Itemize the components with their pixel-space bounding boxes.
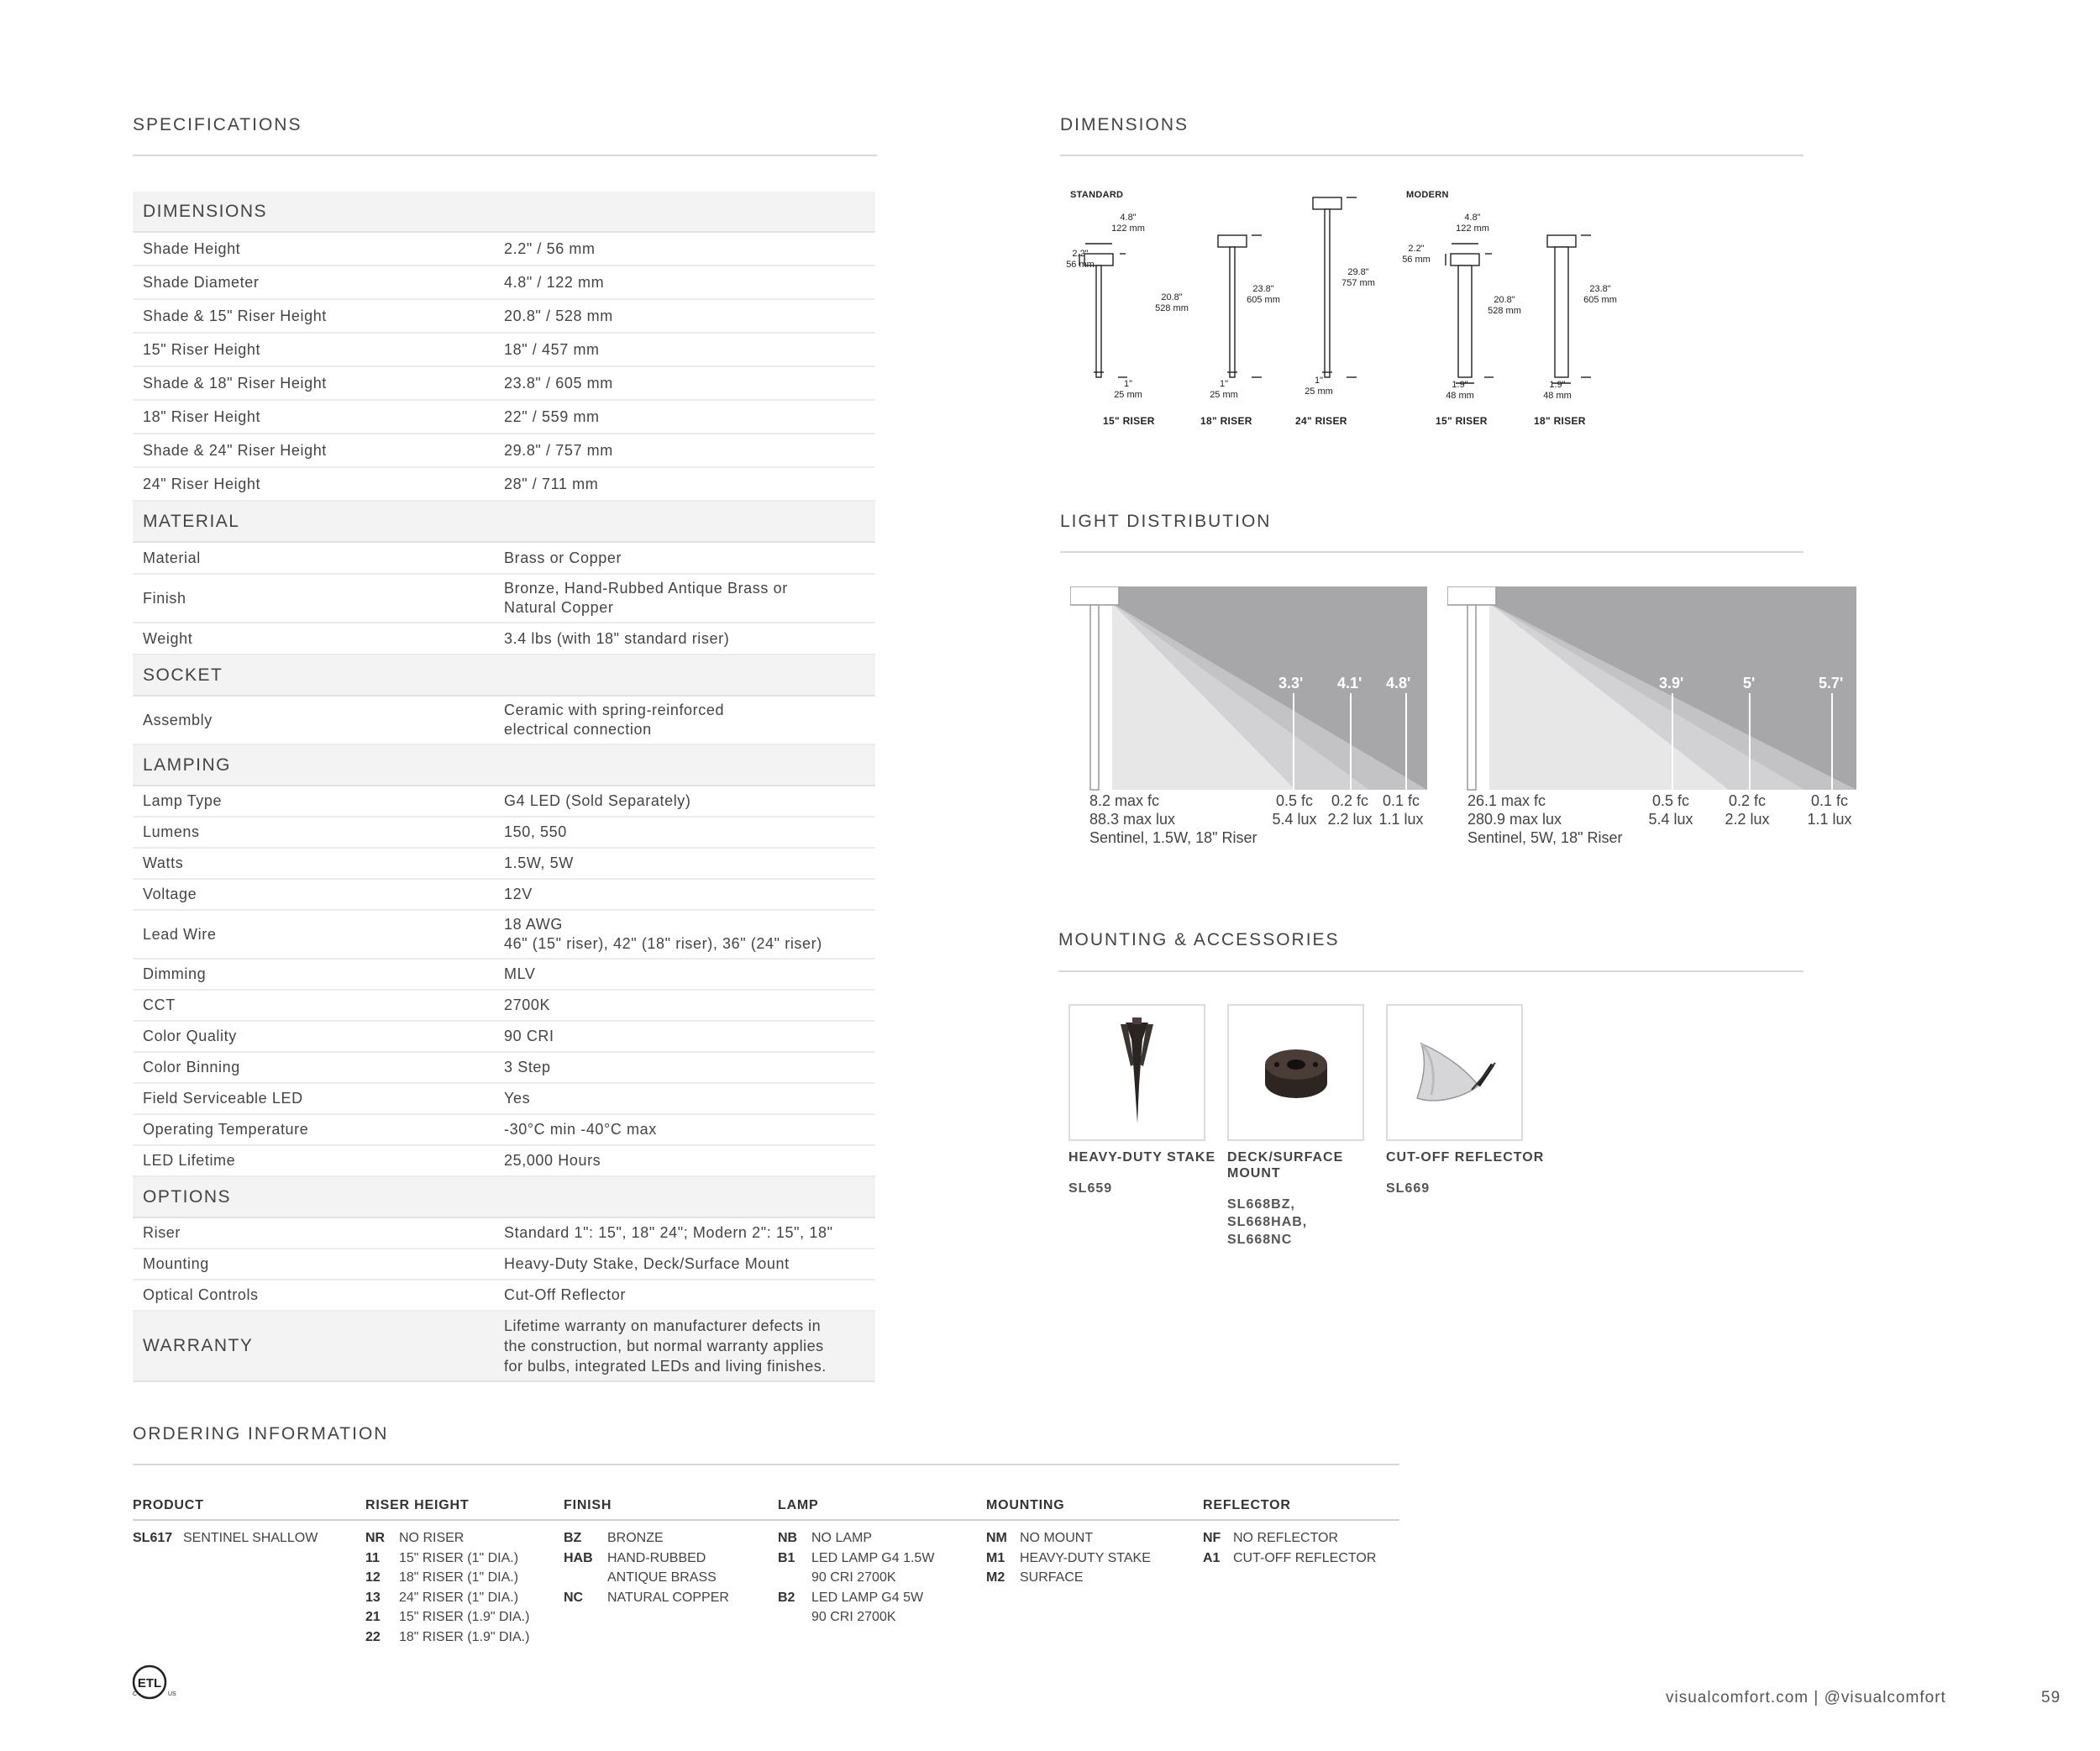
ordering-code: 21 — [365, 1610, 381, 1624]
ordering-option — [564, 1549, 706, 1569]
etl-certification-logo — [131, 1664, 181, 1701]
spec-row — [133, 911, 875, 960]
spec-row — [133, 960, 875, 991]
cut-off-reflector-image — [1388, 1006, 1521, 1139]
figure-3-total: 29.8" 757 mm — [1341, 267, 1375, 288]
specifications-table — [133, 192, 875, 1382]
dimensions-title: DIMENSIONS — [1060, 115, 1189, 134]
spec-value: 12V — [504, 886, 533, 902]
ordering-option — [986, 1549, 1151, 1569]
spec-label: Shade & 18" Riser Height — [143, 374, 327, 392]
spec-label: Weight — [143, 629, 193, 647]
ordering-option — [365, 1549, 518, 1569]
spec-value: Bronze, Hand-Rubbed Antique Brass or Natural Copper — [504, 580, 788, 616]
ordering-option — [986, 1528, 1093, 1549]
spec-row — [133, 991, 875, 1022]
ordering-column-head: FINISH — [564, 1498, 612, 1512]
spec-row — [133, 300, 875, 334]
accessory-name-1: HEAVY-DUTY STAKE — [1068, 1150, 1216, 1165]
deck-mount-image-box — [1227, 1004, 1364, 1141]
ordering-column-head: PRODUCT — [133, 1498, 204, 1512]
spec-row — [133, 401, 875, 434]
spec-group-heading: MATERIAL — [133, 502, 875, 543]
diagram-2-reading-2: 0.2 fc 2.2 lux — [1725, 792, 1770, 828]
spec-label: Lead Wire — [143, 925, 217, 943]
ordering-description: 18" RISER (1.9" DIA.) — [399, 1629, 530, 1644]
spec-label: 15" Riser Height — [143, 340, 261, 358]
ordering-description: NO MOUNT — [1020, 1531, 1094, 1545]
light-distribution-diagram-1 — [1070, 586, 1440, 792]
spec-label: Field Serviceable LED — [143, 1090, 303, 1107]
spec-value: 25,000 Hours — [504, 1152, 601, 1169]
ordering-option — [778, 1588, 923, 1608]
spec-row — [133, 434, 875, 468]
spec-value: 20.8" / 528 mm — [504, 307, 613, 324]
ordering-description: HAND-RUBBED — [607, 1550, 706, 1565]
ordering-option — [778, 1549, 934, 1569]
warranty-row — [133, 1312, 875, 1382]
accessory-name-2: DECK/SURFACE MOUNT — [1227, 1150, 1344, 1180]
diagram-1-distance-3: 4.8' — [1386, 675, 1411, 691]
diagram-2-reading-3: 0.1 fc 1.1 lux — [1807, 792, 1852, 828]
ordering-code: B2 — [778, 1590, 795, 1605]
figure-3-base: 1" 25 mm — [1305, 376, 1333, 397]
spec-value: 2700K — [504, 996, 551, 1013]
ordering-header-rule — [133, 1519, 1399, 1521]
ordering-divider — [133, 1464, 1399, 1465]
specifications-title: SPECIFICATIONS — [133, 115, 302, 134]
ordering-column-head: MOUNTING — [986, 1498, 1065, 1512]
spec-value: 1.5W, 5W — [504, 854, 574, 871]
spec-label: 18" Riser Height — [143, 408, 261, 425]
ordering-description: HEAVY-DUTY STAKE — [1020, 1550, 1151, 1565]
spec-row — [133, 367, 875, 401]
ordering-description: LED LAMP G4 5W — [811, 1590, 924, 1605]
ordering-description: NO LAMP — [811, 1531, 873, 1545]
spec-value: Standard 1": 15", 18" 24"; Modern 2": 15", 18" — [504, 1224, 833, 1241]
spec-value: 150, 550 — [504, 823, 567, 840]
spec-value: Ceramic with spring-reinforced electrical connection — [504, 702, 725, 738]
shade-height-label: 2.2" 56 mm — [1066, 249, 1095, 270]
spec-group-heading: SOCKET — [133, 655, 875, 697]
modern-18-riser-drawing — [1547, 235, 1591, 383]
spec-row — [133, 697, 875, 745]
spec-row — [133, 623, 875, 655]
spec-value: MLV — [504, 965, 536, 982]
spec-label: CCT — [143, 996, 176, 1013]
ordering-option — [1203, 1549, 1376, 1569]
shade-diameter-label: 4.8" 122 mm — [1111, 213, 1145, 234]
ordering-option — [564, 1588, 729, 1608]
ordering-description: 90 CRI 2700K — [811, 1610, 896, 1624]
ordering-option — [365, 1528, 464, 1549]
diagram-2-reading-1: 0.5 fc 5.4 lux — [1648, 792, 1693, 828]
spec-row — [133, 575, 875, 623]
spec-label: Voltage — [143, 886, 197, 902]
modern-shade-height-label: 2.2" 56 mm — [1402, 244, 1431, 265]
spec-label: Lumens — [143, 823, 200, 840]
spec-row — [133, 543, 875, 575]
svg-text:US: US — [168, 1691, 176, 1697]
ordering-option — [365, 1627, 529, 1648]
ordering-code: M1 — [986, 1550, 1005, 1565]
diagram-1-max: 8.2 max fc 88.3 max lux Sentinel, 1.5W, 18" Riser — [1089, 792, 1257, 846]
spec-row — [133, 880, 875, 911]
spec-value: 29.8" / 757 mm — [504, 441, 613, 459]
specifications-divider — [133, 155, 877, 156]
spec-label: Watts — [143, 854, 184, 871]
dimensions-divider — [1060, 155, 1803, 156]
figure-5-total: 23.8" 605 mm — [1583, 284, 1617, 305]
figure-2-base: 1" 25 mm — [1210, 379, 1238, 400]
ordering-code: 22 — [365, 1629, 381, 1644]
diagram-1-distance-1: 3.3' — [1278, 675, 1304, 691]
figure-4-caption: 15" RISER — [1436, 415, 1488, 427]
ordering-description: 15" RISER (1" DIA.) — [399, 1550, 519, 1565]
figure-2-total: 23.8" 605 mm — [1247, 284, 1280, 305]
accessory-code-3: SL669 — [1386, 1181, 1431, 1196]
ordering-description: NO RISER — [399, 1531, 465, 1545]
spec-group-heading: DIMENSIONS — [133, 192, 875, 233]
ordering-code: 13 — [365, 1590, 381, 1605]
spec-row — [133, 818, 875, 849]
ordering-option — [133, 1528, 318, 1549]
ordering-column-head: REFLECTOR — [1203, 1498, 1291, 1512]
diagram-1-reading-3: 0.1 fc 1.1 lux — [1378, 792, 1424, 828]
spec-row — [133, 1022, 875, 1053]
ordering-option — [564, 1568, 717, 1588]
ordering-option — [778, 1528, 872, 1549]
ordering-description: BRONZE — [607, 1531, 664, 1545]
spec-value: 23.8" / 605 mm — [504, 374, 613, 392]
spec-value: -30°C min -40°C max — [504, 1121, 657, 1138]
ordering-column-head: RISER HEIGHT — [365, 1498, 470, 1512]
spec-label: Color Quality — [143, 1028, 237, 1044]
spec-label: Shade & 15" Riser Height — [143, 307, 327, 324]
stake-image-box — [1068, 1004, 1205, 1141]
spec-value: 22" / 559 mm — [504, 408, 600, 425]
ordering-option — [1203, 1528, 1338, 1549]
spec-row — [133, 1280, 875, 1312]
ordering-option — [365, 1607, 529, 1627]
page-number: 59 — [2041, 1689, 2061, 1706]
figure-5-caption: 18" RISER — [1534, 415, 1586, 427]
ordering-description: NO REFLECTOR — [1233, 1531, 1339, 1545]
spec-value: 2.2" / 56 mm — [504, 239, 596, 257]
spec-row — [133, 1053, 875, 1084]
spec-label: Optical Controls — [143, 1286, 259, 1303]
spec-value: 18" / 457 mm — [504, 340, 600, 358]
figure-1-caption: 15" RISER — [1103, 415, 1155, 427]
spec-row — [133, 786, 875, 818]
spec-value: 18 AWG 46" (15" riser), 42" (18" riser), 36" (24" riser) — [504, 916, 822, 952]
diagram-2-distance-3: 5.7' — [1819, 675, 1844, 691]
spec-label: Operating Temperature — [143, 1121, 309, 1138]
spec-row — [133, 1218, 875, 1249]
warranty-text: Lifetime warranty on manufacturer defects in the construction, but normal warranty applies for bulbs, integrated LEDs and living finishes. — [504, 1317, 827, 1375]
ordering-description: NATURAL COPPER — [607, 1590, 729, 1605]
accessory-name-3: CUT-OFF REFLECTOR — [1386, 1150, 1545, 1165]
ordering-description: ANTIQUE BRASS — [607, 1570, 717, 1585]
spec-value: Brass or Copper — [504, 549, 622, 566]
spec-label: LED Lifetime — [143, 1152, 236, 1169]
spec-value: 3.4 lbs (with 18" standard riser) — [504, 629, 730, 647]
light-distribution-divider — [1060, 551, 1803, 553]
spec-group-heading: OPTIONS — [133, 1177, 875, 1218]
ordering-code: B1 — [778, 1550, 795, 1565]
diagram-2-distance-1: 3.9' — [1659, 675, 1684, 691]
light-distribution-diagram-2 — [1447, 586, 1867, 792]
spec-value: 4.8" / 122 mm — [504, 273, 605, 291]
spec-label: Color Binning — [143, 1059, 240, 1075]
figure-2-caption: 18" RISER — [1200, 415, 1252, 427]
spec-row — [133, 1249, 875, 1280]
spec-label: Material — [143, 549, 201, 566]
ordering-description: SURFACE — [1020, 1570, 1084, 1585]
deck-surface-mount-image — [1229, 1006, 1362, 1139]
spec-row — [133, 1084, 875, 1115]
ordering-description: LED LAMP G4 1.5W — [811, 1550, 935, 1565]
figure-4-base: 1.9" 48 mm — [1446, 380, 1474, 401]
diagram-2-max: 26.1 max fc 280.9 max lux Sentinel, 5W, 18" Riser — [1467, 792, 1623, 846]
spec-group-heading: LAMPING — [133, 745, 875, 786]
ordering-code: NB — [778, 1531, 798, 1545]
spec-label: Mounting — [143, 1255, 209, 1272]
ordering-code: NF — [1203, 1531, 1221, 1545]
ordering-code: M2 — [986, 1570, 1005, 1585]
spec-label: Dimming — [143, 965, 207, 982]
svg-text:ETL: ETL — [137, 1676, 162, 1691]
diagram-2-distance-2: 5' — [1743, 675, 1756, 691]
heavy-duty-stake-image — [1070, 1006, 1204, 1139]
spec-value: G4 LED (Sold Separately) — [504, 792, 691, 809]
modern-shade-diameter-label: 4.8" 122 mm — [1456, 213, 1489, 234]
spec-label: Assembly — [143, 711, 213, 728]
spec-value: Heavy-Duty Stake, Deck/Surface Mount — [504, 1255, 790, 1272]
spec-label: Finish — [143, 589, 186, 607]
spec-value: 3 Step — [504, 1059, 551, 1075]
spec-value: 28" / 711 mm — [504, 475, 599, 492]
ordering-code: NM — [986, 1531, 1007, 1545]
spec-row — [133, 266, 875, 300]
ordering-column-head: LAMP — [778, 1498, 819, 1512]
spec-row — [133, 334, 875, 367]
ordering-code: 12 — [365, 1570, 381, 1585]
warranty-label: WARRANTY — [143, 1336, 254, 1355]
ordering-code: A1 — [1203, 1550, 1221, 1565]
ordering-option — [778, 1607, 896, 1627]
diagram-1-reading-2: 0.2 fc 2.2 lux — [1327, 792, 1373, 828]
standard-label: STANDARD — [1070, 190, 1124, 200]
spec-label: Lamp Type — [143, 792, 223, 809]
figure-3-caption: 24" RISER — [1295, 415, 1347, 427]
spec-value: Cut-Off Reflector — [504, 1286, 626, 1303]
spec-label: 24" Riser Height — [143, 475, 261, 492]
ordering-description: 15" RISER (1.9" DIA.) — [399, 1610, 530, 1624]
ordering-description: 90 CRI 2700K — [811, 1570, 896, 1585]
ordering-code: HAB — [564, 1550, 593, 1565]
ordering-description: CUT-OFF REFLECTOR — [1233, 1550, 1377, 1565]
spec-label: Shade Height — [143, 239, 241, 257]
figure-5-base: 1.9" 48 mm — [1543, 380, 1572, 401]
ordering-code: SL617 — [133, 1531, 173, 1545]
ordering-description: 24" RISER (1" DIA.) — [399, 1590, 519, 1605]
figure-1-total: 20.8" 528 mm — [1155, 292, 1189, 313]
spec-row — [133, 233, 875, 266]
spec-value: 90 CRI — [504, 1028, 554, 1044]
diagram-1-distance-2: 4.1' — [1337, 675, 1362, 691]
ordering-option — [564, 1528, 664, 1549]
mounting-title: MOUNTING & ACCESSORIES — [1058, 930, 1340, 949]
spec-label: Shade Diameter — [143, 273, 260, 291]
svg-text:C: C — [133, 1691, 138, 1697]
spec-row — [133, 1146, 875, 1177]
standard-18-riser-drawing — [1218, 235, 1262, 377]
ordering-description: 18" RISER (1" DIA.) — [399, 1570, 519, 1585]
spec-row — [133, 1115, 875, 1146]
mounting-divider — [1058, 970, 1803, 972]
spec-row — [133, 468, 875, 502]
spec-label: Shade & 24" Riser Height — [143, 441, 327, 459]
ordering-code: NC — [564, 1590, 584, 1605]
ordering-option — [778, 1568, 896, 1588]
spec-label: Riser — [143, 1224, 181, 1241]
figure-4-total: 20.8" 528 mm — [1488, 295, 1521, 316]
modern-label: MODERN — [1406, 190, 1449, 200]
spec-value: Yes — [504, 1090, 531, 1107]
ordering-option — [365, 1588, 518, 1608]
ordering-option — [365, 1568, 518, 1588]
ordering-title: ORDERING INFORMATION — [133, 1424, 389, 1443]
footer-website[interactable]: visualcomfort.com | @visualcomfort — [1666, 1689, 1946, 1706]
spec-row — [133, 849, 875, 880]
ordering-description: SENTINEL SHALLOW — [183, 1531, 318, 1545]
accessory-code-2: SL668BZ, SL668HAB, SL668NC — [1227, 1197, 1308, 1247]
ordering-code: 11 — [365, 1550, 380, 1565]
ordering-code: NR — [365, 1531, 386, 1545]
light-distribution-title: LIGHT DISTRIBUTION — [1060, 512, 1272, 531]
figure-1-base: 1" 25 mm — [1114, 379, 1142, 400]
accessory-code-1: SL659 — [1068, 1181, 1113, 1196]
ordering-code: BZ — [564, 1531, 582, 1545]
reflector-image-box — [1386, 1004, 1523, 1141]
diagram-1-reading-1: 0.5 fc 5.4 lux — [1272, 792, 1317, 828]
ordering-option — [986, 1568, 1084, 1588]
